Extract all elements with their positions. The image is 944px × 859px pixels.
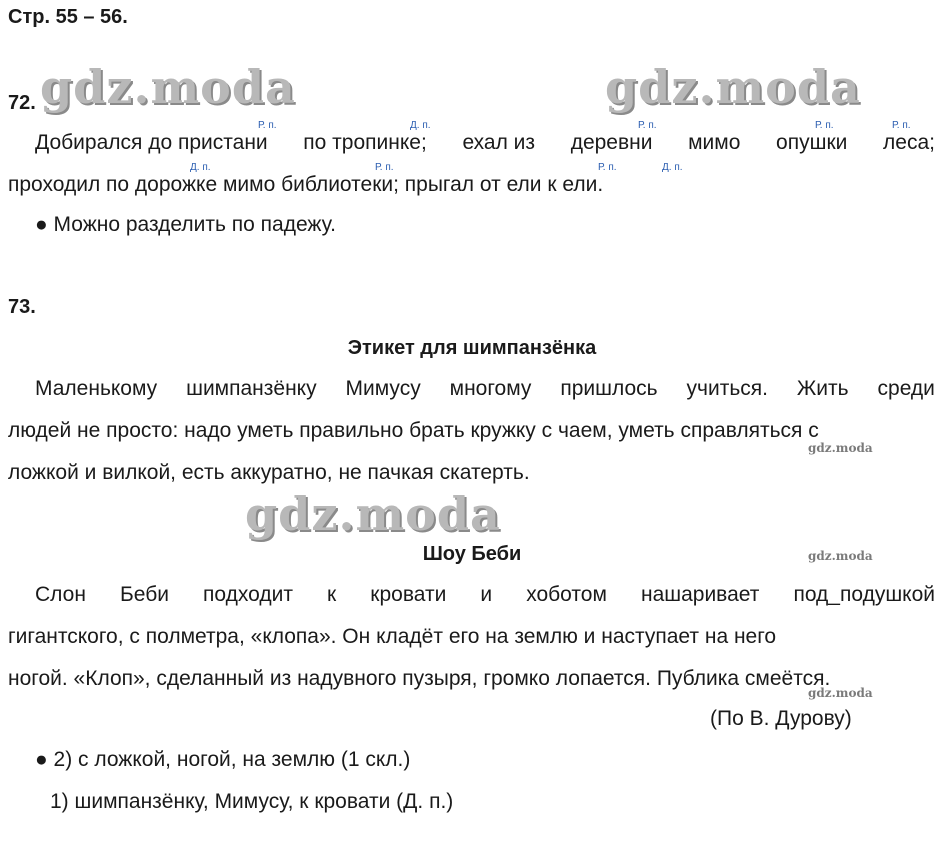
page-reference: Стр. 55 – 56. [8, 6, 128, 28]
word: учиться. [686, 377, 768, 400]
watermark-logo: gdz.moda [245, 487, 501, 541]
text-line: ложкой и вилкой, есть аккуратно, не пачкая скатерть. [8, 461, 530, 484]
exercise-number: 73. [8, 296, 36, 318]
case-label: Р. п. [638, 120, 657, 131]
word: ехал из [462, 131, 536, 154]
text-line [35, 377, 935, 401]
word: Беби [120, 583, 169, 606]
word: по тропинке; [303, 131, 427, 154]
case-label: Р. п. [815, 120, 834, 131]
word: и [480, 583, 493, 606]
word: Маленькому [35, 377, 158, 400]
watermark-small: gdz.moda [808, 441, 873, 455]
watermark-small: gdz.moda [808, 686, 873, 700]
case-label: Д. п. [410, 120, 431, 131]
text-title: Шоу Беби [422, 543, 522, 565]
word: деревни [570, 131, 653, 154]
word: мимо [688, 131, 741, 154]
word: многому [449, 377, 532, 400]
text-line: проходил по дорожке мимо библиотеки; прыгал от ели к ели. [8, 173, 604, 196]
answer-line: 1) шимпанзёнку, Мимусу, к кровати (Д. п.) [50, 790, 454, 813]
text-line: людей не просто: надо уметь правильно брать кружку с чаем, уметь справляться с [8, 419, 819, 442]
word: опушки [776, 131, 848, 154]
exercise-number: 72. [8, 92, 36, 114]
watermark-logo: gdz.moda [40, 60, 296, 114]
case-label: Р. п. [375, 162, 394, 173]
word: Жить [796, 377, 849, 400]
word: леса; [883, 131, 935, 154]
word: под_подушкой [793, 583, 935, 606]
word: кровати [370, 583, 447, 606]
word: нашаривает [640, 583, 760, 606]
text-source: (По В. Дурову) [710, 707, 852, 730]
answer-line: ● 2) с ложкой, ногой, на землю (1 скл.) [35, 748, 411, 771]
word: Слон [35, 583, 86, 606]
word: Мимусу [345, 377, 421, 400]
word: среди [877, 377, 935, 400]
word: к [327, 583, 337, 606]
word: шимпанзёнку [186, 377, 317, 400]
word: пришлось [560, 377, 658, 400]
text-line: ногой. «Клоп», сделанный из надувного пузыря, громко лопается. Публика смеётся. [8, 667, 831, 690]
case-label: Р. п. [598, 162, 617, 173]
text-line: гигантского, с полметра, «клопа». Он кладёт его на землю и наступает на него [8, 625, 777, 648]
case-label: Р. п. [892, 120, 911, 131]
word: хоботом [526, 583, 607, 606]
case-label: Р. п. [258, 120, 277, 131]
answer-note: ● Можно разделить по падежу. [35, 213, 336, 236]
watermark-small: gdz.moda [808, 549, 873, 563]
case-label: Д. п. [662, 162, 683, 173]
text-line [35, 131, 935, 155]
word: Добирался до пристани [35, 131, 268, 154]
word: подходит [203, 583, 293, 606]
case-label: Д. п. [190, 162, 211, 173]
watermark-logo: gdz.moda [605, 60, 861, 114]
text-title: Этикет для шимпанзёнка [347, 337, 597, 359]
text-line [35, 583, 935, 607]
